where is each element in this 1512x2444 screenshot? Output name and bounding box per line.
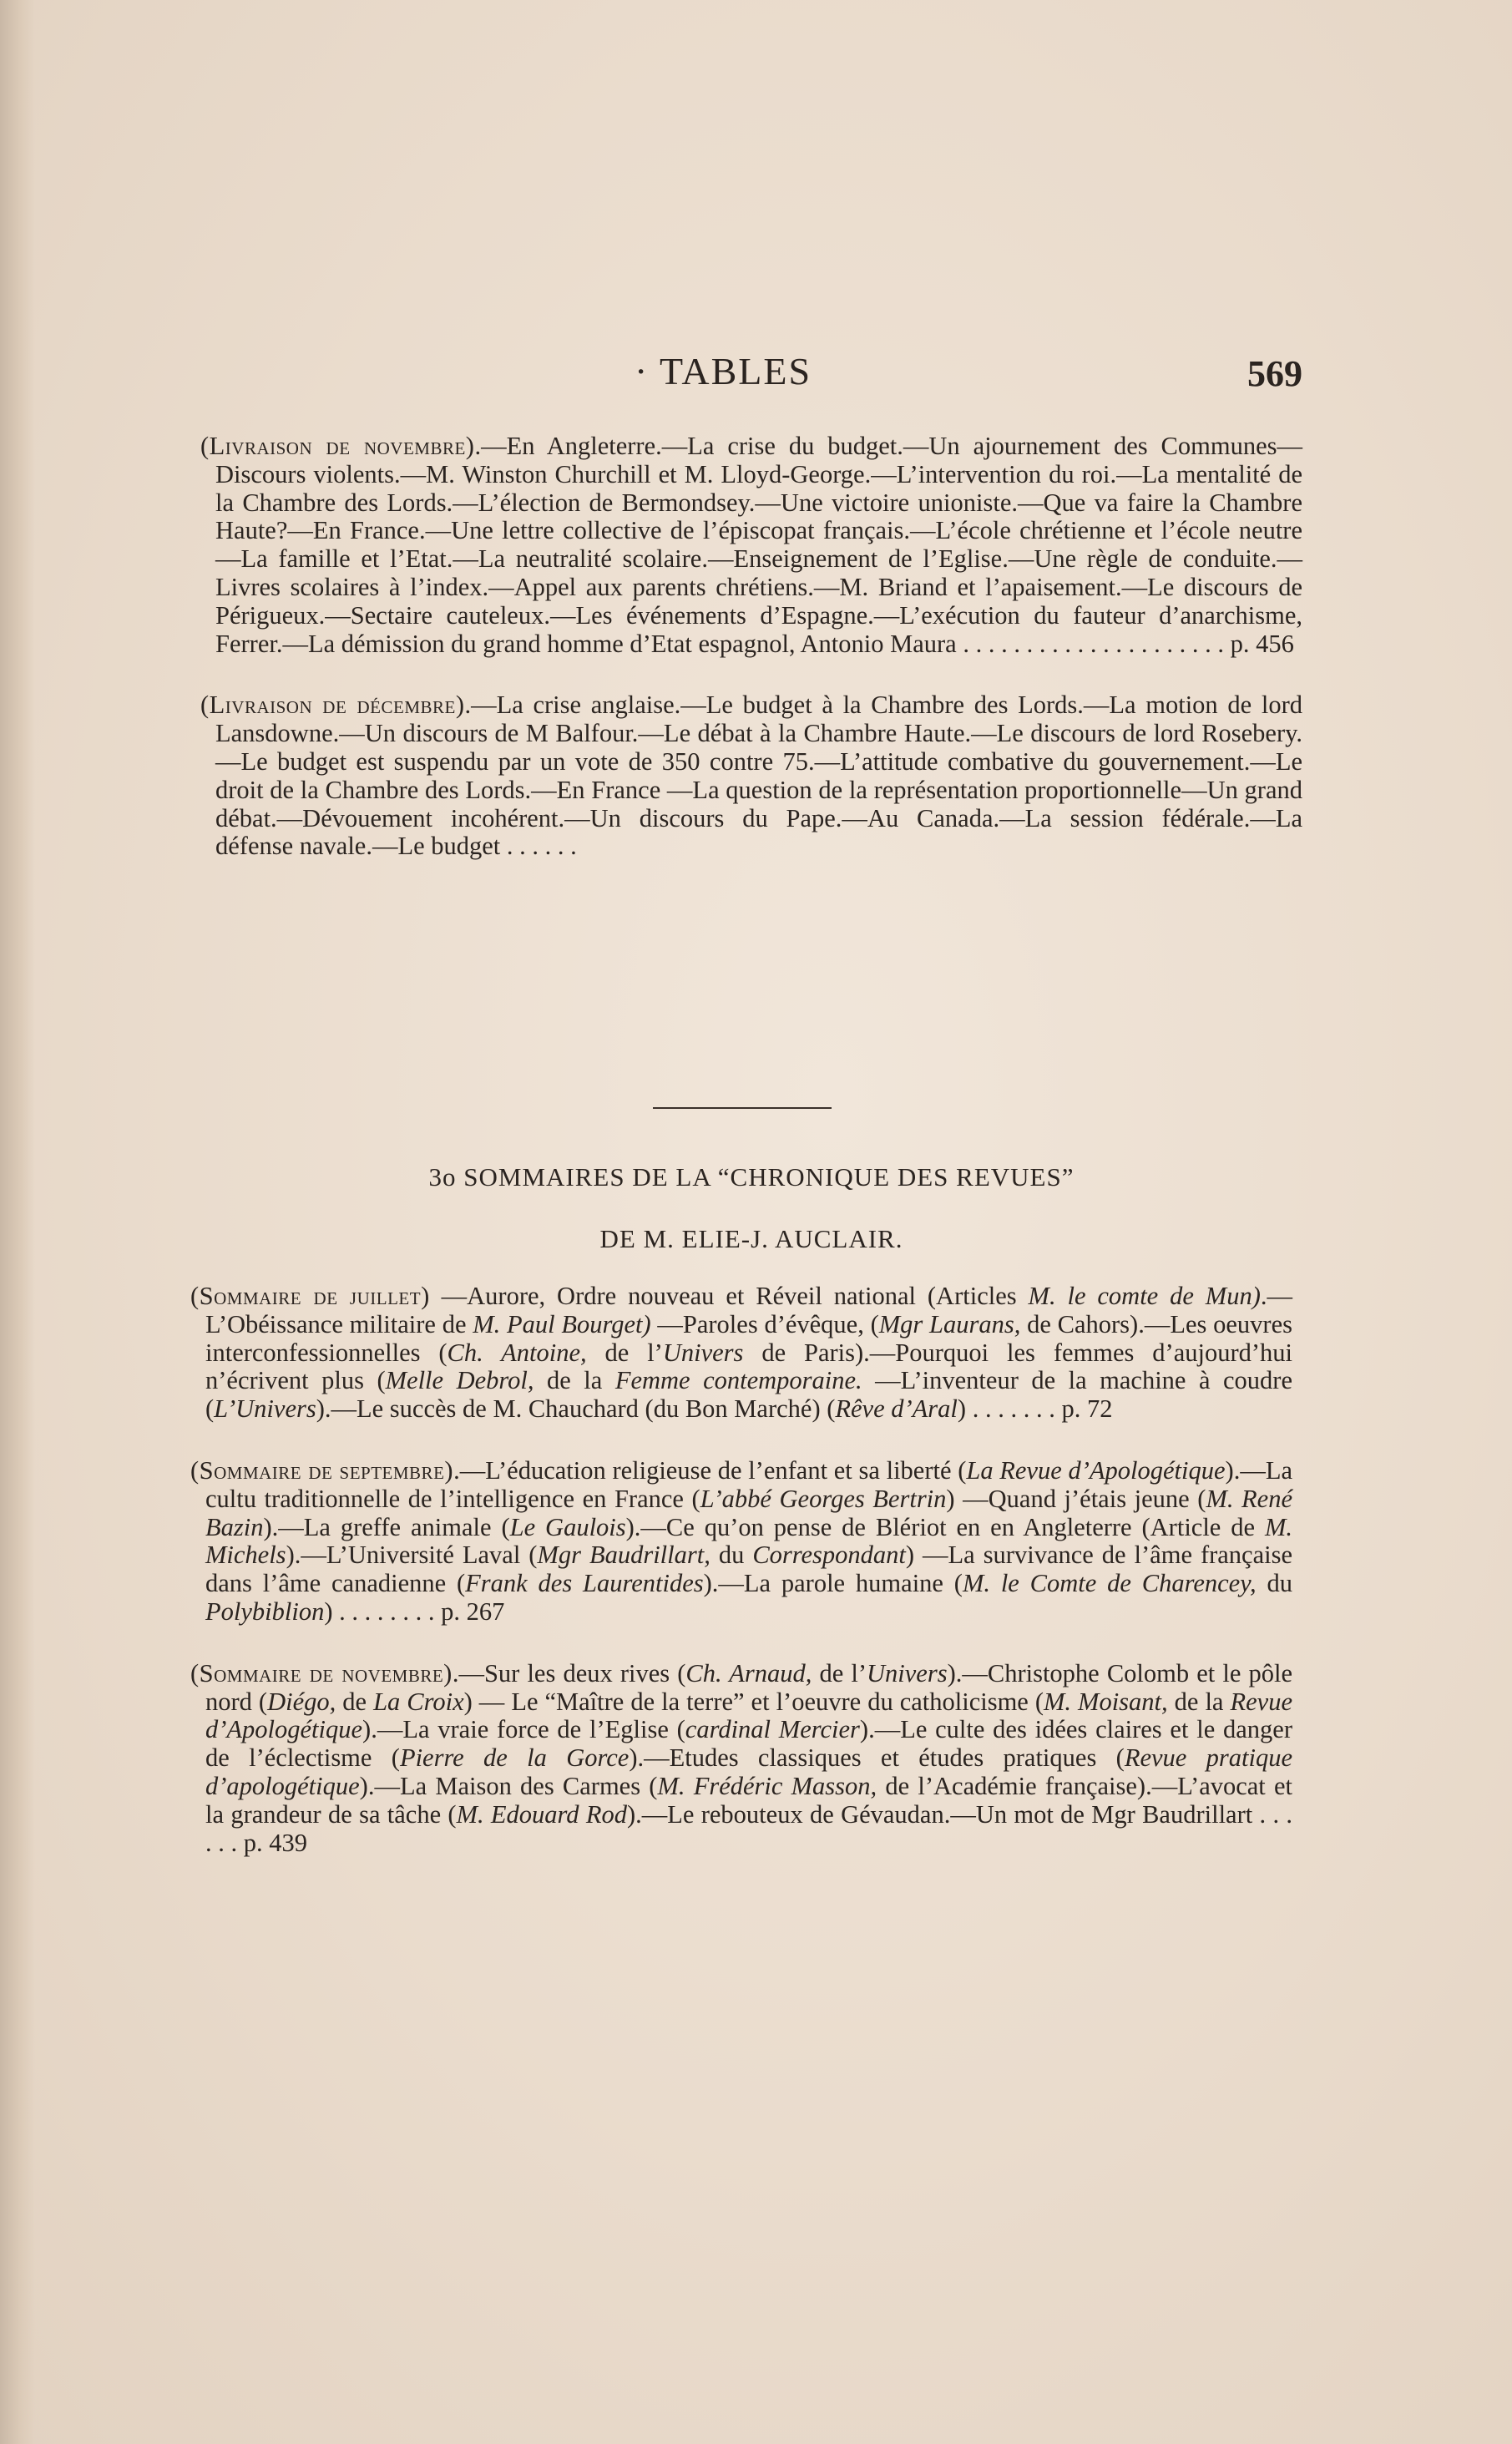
chronique-section [200, 433, 1302, 894]
italic-citation: Pierre de la Gorce [399, 1743, 630, 1773]
text-segment: du [710, 1541, 753, 1570]
entry-sommaire-novembre [190, 1660, 1292, 1858]
text-segment: ).—L’Université Laval ( [286, 1541, 538, 1570]
italic-citation: Univers [867, 1658, 948, 1688]
entry-lead: (Livraison de novembre) [200, 432, 475, 460]
text-segment: de l’ [586, 1338, 663, 1367]
text-segment: ).—La vraie force de l’Eglise ( [362, 1715, 685, 1744]
text-segment: —L’inventeur de la machine à coudre ( [205, 1366, 1293, 1424]
italic-citation: Revue pratique d’apologétique [205, 1743, 1292, 1800]
entry-text: .—La crise anglaise.—Le budget à la Chambre des Lords.—La motion de lord Lansdowne.—Un discours de M Balfour.—Le débat à la Chambre Haute.—Le discours de lord Rosebery.—Le budget est suspendu par un vote de 350 contre 75.—L’attitude combative du gouvernement.—Le droit de la Chambre des Lords.—En France —La question de la représentation proportionnelle—Un grand débat.—Dévouement incohérent.—Un discours du Pape.—Au Canada.—La session fédérale.—La défense navale.—Le budget [215, 691, 1302, 861]
sommaires-section [190, 1283, 1292, 1890]
text-segment: de Cahors).—Les oeuvres interconfessionnelles ( [205, 1309, 1292, 1367]
text-segment: ) [324, 1596, 333, 1626]
text-segment: ).—La cultu traditionnelle de l’intelligence en France ( [205, 1455, 1292, 1513]
text-segment: ).—Le culte des idées claires et le danger de l’éclectisme ( [205, 1715, 1292, 1773]
italic-citation: Le Gaulois [509, 1512, 626, 1541]
text-segment: —Paroles d’évêque, ( [650, 1309, 879, 1338]
italic-citation: Ch. Arnaud, [685, 1658, 812, 1688]
text-segment: ) [957, 1394, 967, 1424]
leader-dots: . . . . . . . [966, 1394, 1062, 1424]
running-title: · TABLES [635, 350, 812, 392]
page-reference: p. 439 [243, 1828, 307, 1857]
italic-citation: L’Univers [214, 1394, 316, 1424]
italic-citation: Ch. Antoine, [447, 1338, 587, 1367]
entry-text: .—En Angleterre.—La crise du budget.—Un ajournement des Communes—Discours violents.—M. Winston Churchill et M. Lloyd-George.—L’intervention du roi.—La mentalité de la Chambre des Lords.—L’élection de Bermondsey.—Une victoire unioniste.—Que va faire la Chambre Haute?—En France.—Une lettre collective de l’épiscopat français.—L’école chrétienne et l’école neutre—La famille et l’Etat.—La neutralité scolaire.—Enseignement de l’Eglise.—Une règle de conduite.—Livres scolaires à l’index.—Appel aux parents chrétiens.—M. Briand et l’apaisement.—Le discours de Périgueux.—Sectaire cauteleux.—Les événements d’Espagne.—L’exécution du fauteur d’anarchisme, Ferrer.—La démission du grand homme d’Etat espagnol, Antonio Maura [215, 432, 1302, 658]
section-subheading: DE M. ELIE-J. AUCLAIR. [599, 1224, 903, 1253]
text-segment: ).—La parole humaine ( [703, 1569, 963, 1598]
leader-dots: . . . . . . . . [332, 1596, 442, 1626]
text-segment: .—Sur les deux rives ( [452, 1658, 686, 1688]
text-segment: du [1256, 1569, 1293, 1598]
italic-citation: M. René Bazin [205, 1484, 1293, 1541]
leader-dots: . . . . . . [205, 1799, 1292, 1857]
italic-citation: M. Michels [205, 1512, 1293, 1570]
italic-citation: M. Edouard Rod [456, 1799, 627, 1829]
italic-citation: Correspondant [752, 1541, 906, 1570]
italic-citation: Rêve d’Aral [835, 1394, 958, 1424]
entry-livraison-novembre [200, 433, 1302, 658]
italic-citation: cardinal Mercier [685, 1715, 860, 1744]
entry-lead: (Sommaire de juillet) [190, 1282, 430, 1310]
binding-gutter [0, 0, 35, 2444]
italic-citation: Femme contemporaine. [614, 1366, 862, 1395]
text-segment: de Paris).—Pourquoi les femmes d’aujourd’hui n’écrivent plus ( [205, 1338, 1292, 1395]
leader-dots: . . . . . . [500, 832, 577, 861]
text-segment: .—L’Obéissance militaire de [205, 1282, 1292, 1338]
text-segment: de la [1167, 1687, 1231, 1716]
text-segment: de l’ [812, 1658, 867, 1688]
italic-citation: M. Frédéric Masson, [657, 1771, 877, 1800]
text-segment: ).—Etudes classiques et études pratiques ( [629, 1743, 1125, 1773]
text-segment: —Aurore, Ordre nouveau et Réveil national (Articles [429, 1282, 1029, 1310]
italic-citation: La Revue d’Apologétique [966, 1455, 1226, 1485]
text-segment: .—L’éducation religieuse de l’enfant et sa liberté ( [453, 1455, 967, 1485]
entry-lead: (Sommaire de septembre) [190, 1455, 454, 1485]
text-segment: ) —Quand j’étais jeune ( [946, 1484, 1206, 1513]
italic-citation: M. Moisant, [1044, 1687, 1168, 1716]
italic-citation: Revue d’Apologétique [205, 1687, 1292, 1744]
leader-dots: . . . . . . . . . . . . . . . . . . . . . [956, 629, 1231, 658]
italic-citation: M. Paul Bourget) [473, 1309, 651, 1338]
italic-citation: Univers [662, 1338, 744, 1367]
page-reference: p. 72 [1061, 1394, 1113, 1424]
italic-citation: La Croix [373, 1687, 464, 1716]
text-segment: ) —La survivance de l’âme française dans l’âme canadienne ( [205, 1541, 1293, 1598]
italic-citation: L’abbé Georges Bertrin [700, 1484, 947, 1513]
text-segment: ).—Le rebouteux de Gévaudan.—Un mot de Mgr Baudrillart [626, 1799, 1253, 1829]
page-number: 569 [1247, 353, 1302, 394]
entry-livraison-decembre [200, 691, 1302, 861]
page-reference: p. 267 [441, 1596, 505, 1626]
text-segment: ).—La greffe animale ( [263, 1512, 510, 1541]
text-segment: ).—La Maison des Carmes ( [359, 1771, 658, 1800]
text-segment: de l’Académie française).—L’avocat et la grandeur de sa tâche ( [205, 1771, 1293, 1829]
page-reference: p. 456 [1230, 629, 1294, 658]
entry-sommaire-septembre [190, 1457, 1292, 1627]
italic-citation: Polybiblion [205, 1596, 325, 1626]
text-segment: ) — Le “Maître de la terre” et l’oeuvre du catholicisme ( [463, 1687, 1044, 1716]
entry-lead: (Livraison de décembre) [200, 691, 465, 720]
italic-citation: Melle Debrol, [385, 1366, 534, 1395]
italic-citation: M. le Comte de Charencey, [962, 1569, 1257, 1598]
section-divider [653, 1107, 832, 1109]
italic-citation: Mgr Laurans, [878, 1309, 1021, 1338]
italic-citation: Diégo, [267, 1687, 336, 1716]
entry-lead: (Sommaire de novembre) [190, 1658, 453, 1688]
running-head [200, 349, 1302, 399]
section-heading: 3o SOMMAIRES DE LA “CHRONIQUE DES REVUES” [428, 1162, 1075, 1192]
text-segment: de la [533, 1366, 615, 1395]
entry-sommaire-juillet [190, 1283, 1292, 1424]
text-segment: de [336, 1687, 374, 1716]
text-segment: ).—Ce qu’on pense de Blériot en en Angleterre (Article de [625, 1512, 1265, 1541]
italic-citation: Mgr Baudrillart, [537, 1541, 710, 1570]
text-segment: ).—Christophe Colomb et le pôle nord ( [205, 1658, 1293, 1716]
text-segment: ).—Le succès de M. Chauchard (du Bon Marché) ( [316, 1394, 836, 1424]
italic-citation: Frank des Laurentides [465, 1569, 704, 1598]
italic-citation: M. le comte de Mun) [1028, 1282, 1261, 1310]
